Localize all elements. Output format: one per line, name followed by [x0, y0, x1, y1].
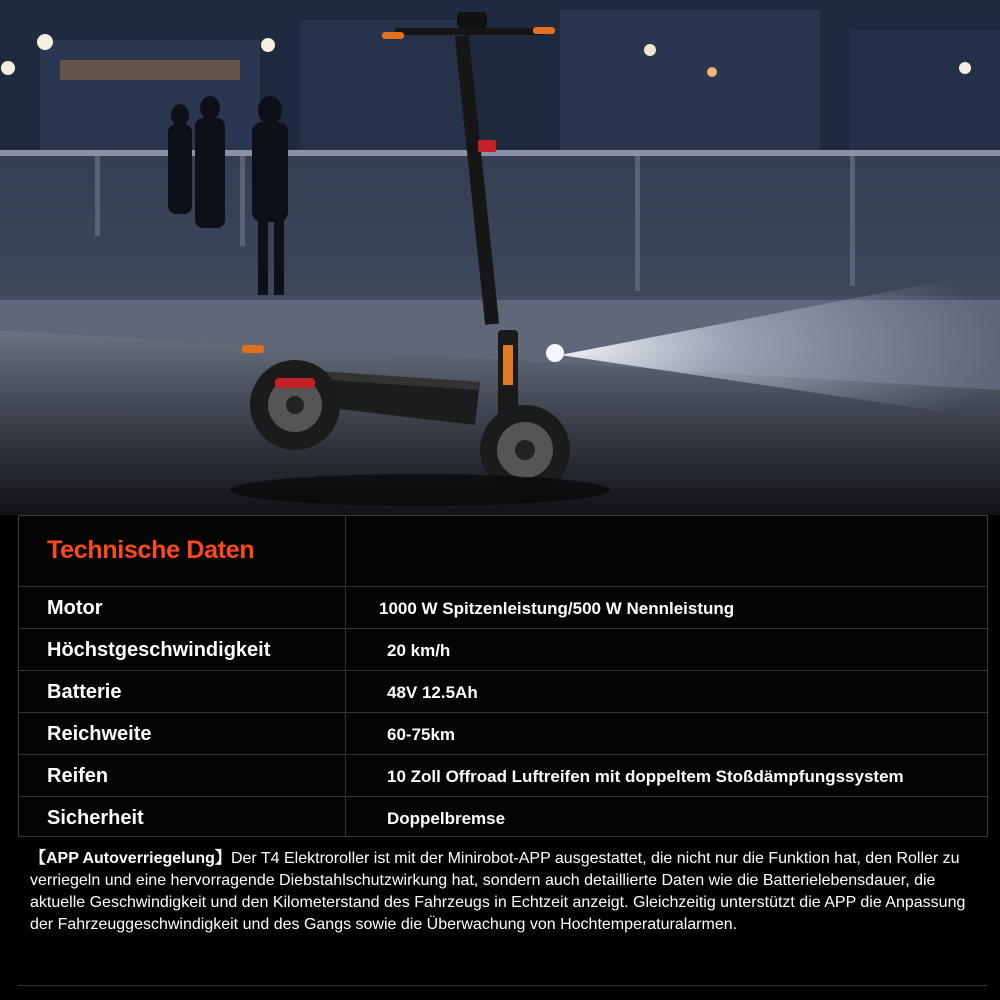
spec-value: 10 Zoll Offroad Luftreifen mit doppeltem Stoßdämpfungssystem — [387, 767, 904, 786]
spec-label: Motor — [47, 597, 103, 619]
spec-row-speed — [19, 628, 987, 670]
spec-label: Reifen — [47, 765, 109, 787]
spec-label: Sicherheit — [47, 807, 144, 829]
bottom-divider — [18, 985, 988, 986]
spec-value: 1000 W Spitzenleistung/500 W Nennleistung — [379, 599, 735, 618]
spec-row-safety — [19, 796, 987, 838]
spec-value: 60-75km — [387, 725, 456, 744]
spec-label: Reichweite — [47, 723, 152, 745]
description-lead: 【APP Autoverriegelung】 — [30, 850, 231, 867]
spec-label: Batterie — [47, 681, 122, 703]
spec-value: 48V 12.5Ah — [387, 683, 478, 702]
spec-table — [18, 515, 988, 837]
spec-row-tires — [19, 754, 987, 796]
description-text: Der T4 Elektroroller ist mit der Minirobot-APP ausgestattet, die nicht nur die Funktion hat, den Roller zu verriegeln und eine hervorragende Diebstahlschutzwirkung hat, sondern auch detaillierte Daten wie die Batterielebensdauer, die aktuelle Geschwindigkeit und den Kilometerstand des Fahrzeugs in Echtzeit anzeigt. Gleichzeitig unterstützt die APP die Anpassung der Fahrzeuggeschwindigkeit und des Gangs sowie die Überwachung von Hochtemperaturalarmen. — [30, 850, 966, 933]
spec-value: 20 km/h — [387, 641, 451, 660]
spec-row-motor — [19, 586, 987, 628]
spec-table-title: Technische Daten — [47, 536, 255, 564]
spec-value: Doppelbremse — [387, 809, 506, 828]
app-description — [30, 848, 980, 936]
spec-label: Höchstgeschwindigkeit — [47, 639, 271, 661]
spec-row-battery — [19, 670, 987, 712]
spec-row-range — [19, 712, 987, 754]
